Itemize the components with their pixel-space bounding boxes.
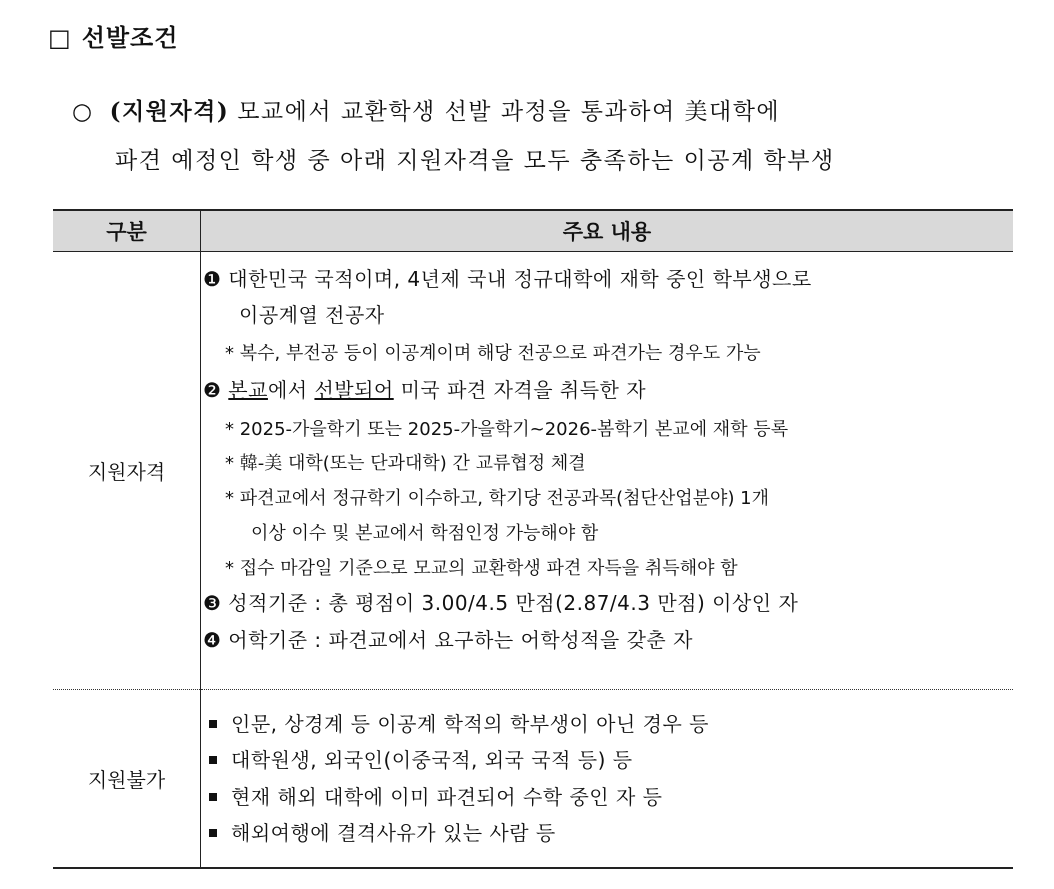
ineligible-item-1: 인문, 상경계 등 이공계 학적의 학부생이 아닌 경우 등 bbox=[231, 712, 709, 736]
eligibility-note-2d: * 접수 마감일 기준으로 모교의 교환학생 파견 자득을 취득해야 함 bbox=[225, 558, 738, 579]
eligibility-content bbox=[201, 252, 1014, 690]
header-category: 구분 bbox=[53, 210, 201, 252]
list-item bbox=[209, 744, 633, 773]
list-item bbox=[209, 817, 556, 846]
ineligible-item-4: 해외여행에 결격사유가 있는 사람 등 bbox=[231, 821, 556, 845]
underlined-text-home-school: 본교 bbox=[228, 378, 268, 402]
item-2-text-rest: 미국 파견 자격을 취득한 자 bbox=[393, 378, 647, 402]
table-row bbox=[53, 252, 1013, 690]
category-ineligible: 지원불가 bbox=[53, 690, 201, 869]
ineligible-item-3: 현재 해외 대학에 이미 파견되어 수학 중인 자 등 bbox=[231, 785, 663, 809]
list-item bbox=[209, 708, 709, 737]
eligibility-note-2b: * 韓-美 대학(또는 단과대학) 간 교류협정 체결 bbox=[225, 453, 586, 474]
table-header-row bbox=[53, 210, 1013, 252]
eligibility-item-2 bbox=[203, 374, 646, 403]
ineligible-content bbox=[201, 690, 1014, 869]
list-item bbox=[209, 781, 662, 810]
conditions-table bbox=[53, 209, 1013, 869]
underlined-text-selected: 선발되어 bbox=[314, 378, 394, 402]
item-2-text-mid: 에서 bbox=[267, 378, 315, 402]
section-title: 선발조건 bbox=[81, 24, 179, 52]
eligibility-note-1: * 복수, 부전공 등이 이공계이며 해당 전공으로 파견가는 경우도 가능 bbox=[225, 343, 761, 364]
eligibility-item-1: ❶ 대한민국 국적이며, 4년제 국내 정규대학에 재학 중인 학부생으로 bbox=[203, 267, 812, 291]
table-row bbox=[53, 690, 1013, 869]
eligibility-note-2c: * 파견교에서 정규학기 이수하고, 학기당 전공과목(첨단산업분야) 1개 bbox=[225, 488, 770, 509]
square-bullet-icon bbox=[209, 829, 217, 837]
square-bullet-icon bbox=[209, 720, 217, 728]
category-eligibility: 지원자격 bbox=[53, 252, 201, 690]
intro-text-1: 모교에서 교환학생 선발 과정을 통과하여 美대학에 bbox=[237, 99, 781, 125]
ineligible-item-2: 대학원생, 외국인(이중국적, 외국 국적 등) 등 bbox=[231, 748, 633, 772]
intro-line-1 bbox=[72, 93, 780, 126]
header-content: 주요 내용 bbox=[201, 210, 1014, 252]
section-heading bbox=[48, 18, 178, 53]
square-bullet-icon bbox=[209, 793, 217, 801]
eligibility-item-4: ❹ 어학기준 : 파견교에서 요구하는 어학성적을 갖춘 자 bbox=[203, 628, 693, 652]
intro-label: (지원자격) bbox=[109, 98, 230, 125]
circle-bullet-icon: ○ bbox=[72, 99, 94, 125]
square-bullet-icon bbox=[209, 756, 217, 764]
eligibility-note-2a: * 2025-가을학기 또는 2025-가을학기~2026-봄학기 본교에 재학 등록 bbox=[225, 419, 789, 440]
intro-line-2: 파견 예정인 학생 중 아래 지원자격을 모두 충족하는 이공계 학부생 bbox=[115, 148, 835, 174]
checkbox-square-icon: □ bbox=[48, 24, 72, 52]
eligibility-note-2c-cont: 이상 이수 및 본교에서 학점인정 가능해야 함 bbox=[251, 523, 599, 544]
item-2-number: ❷ bbox=[203, 378, 222, 402]
eligibility-item-3: ❸ 성적기준 : 총 평점이 3.00/4.5 만점(2.87/4.3 만점) 이상인 자 bbox=[203, 591, 799, 615]
eligibility-item-1-cont: 이공계열 전공자 bbox=[239, 303, 385, 327]
